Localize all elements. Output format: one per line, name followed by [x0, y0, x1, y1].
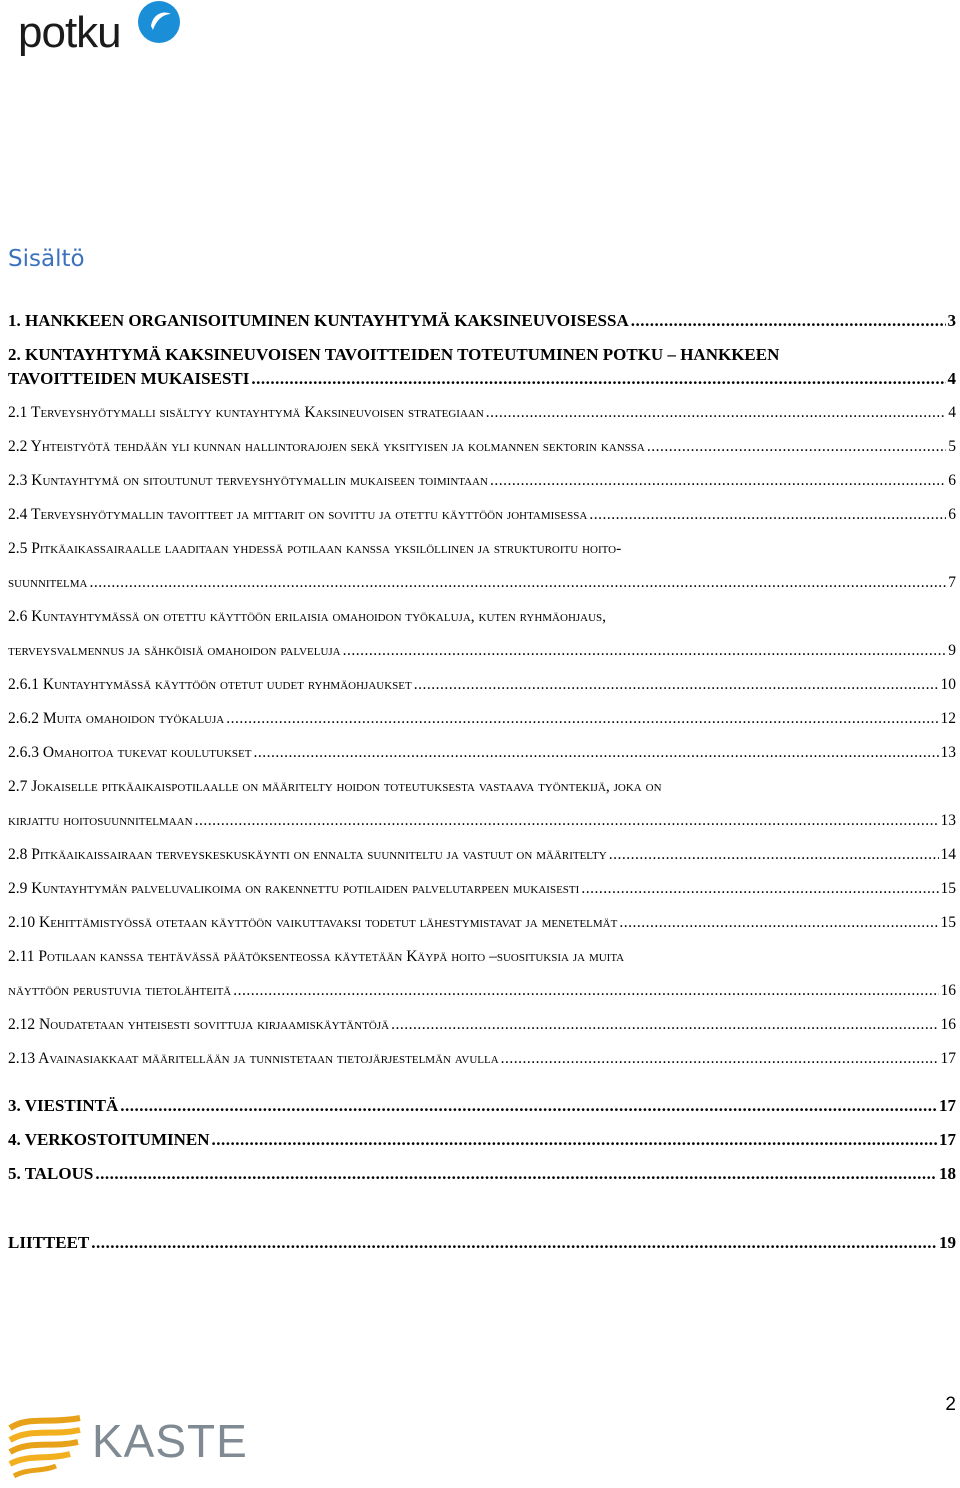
toc-entry-4[interactable] — [8, 1130, 956, 1150]
toc-entry-page: 4 — [948, 404, 956, 421]
toc-entry-title: terveysvalmennus ja sähköisiä omahoidon palveluja — [8, 642, 341, 659]
potku-logo — [18, 0, 178, 64]
toc-entry-2-line1[interactable]: 2. KUNTAYHTYMÄ KAKSINEUVOISEN TAVOITTEIDEN TOTEUTUMINEN POTKU – HANKKEEN — [8, 345, 780, 364]
dot-leader — [490, 471, 946, 491]
toc-entry-page: 9 — [948, 642, 956, 659]
toc-entry-page: 12 — [940, 710, 956, 727]
toc-entry-page: 6 — [948, 506, 956, 523]
toc-entry-2-6-1[interactable] — [8, 675, 956, 695]
toc-entry-page: 13 — [940, 812, 956, 829]
toc-entry-title: 2.1 Terveyshyötymalli sisältyy kuntayhtymä Kaksineuvoisen strategiaan — [8, 404, 484, 421]
toc-entry-title: 1. HANKKEEN ORGANISOITUMINEN KUNTAYHTYMÄ KAKSINEUVOISESSA — [8, 311, 629, 330]
toc-entry-2-10[interactable] — [8, 913, 956, 933]
toc-entry-1[interactable] — [8, 311, 956, 331]
dot-leader — [91, 1233, 937, 1253]
dot-leader — [486, 403, 946, 423]
toc-entry-page: 15 — [940, 914, 956, 931]
toc-entry-2-5[interactable] — [8, 573, 956, 593]
toc-entry-2-8[interactable] — [8, 845, 956, 865]
toc-entry-title: 2.8 Pitkäaikaissairaan terveyskeskuskäynti on ennalta suunniteltu ja vastuut on määritelty — [8, 846, 607, 863]
toc-entry-2-7[interactable] — [8, 811, 956, 831]
dot-leader — [609, 845, 939, 865]
toc-entry-page: 16 — [940, 982, 956, 999]
dot-leader — [581, 879, 938, 899]
toc-entry-title: 2.12 Noudatetaan yhteisesti sovittuja kirjaamiskäytäntöjä — [8, 1016, 390, 1033]
dot-leader — [631, 311, 946, 331]
dot-leader — [251, 369, 945, 389]
toc-entry-2-4[interactable] — [8, 505, 956, 525]
toc-entry-page: 17 — [939, 1130, 956, 1149]
toc-entry-title: LIITTEET — [8, 1233, 90, 1252]
toc-entry-2-3[interactable] — [8, 471, 956, 491]
toc-entry-title: kirjattu hoitosuunnitelmaan — [8, 812, 193, 829]
kaste-logo — [8, 1414, 248, 1482]
toc-entry-page: 19 — [939, 1233, 956, 1252]
toc-entry-page: 7 — [948, 574, 956, 591]
dot-leader — [414, 675, 939, 695]
toc-entry-5[interactable] — [8, 1164, 956, 1184]
dot-leader — [212, 1130, 937, 1150]
potku-logo-text: potku — [18, 8, 121, 57]
toc-entry-page: 18 — [939, 1164, 956, 1183]
toc-entry-title: 2.10 Kehittämistyössä otetaan käyttöön vaikuttavaksi todetut lähestymistavat ja menetelmät — [8, 914, 618, 931]
toc-entry-2-7-line1[interactable]: 2.7 Jokaiselle pitkäaikaispotilaalle on määritelty hoidon toteutuksesta vastaava työntekijä, joka on — [8, 778, 662, 795]
dot-leader — [195, 811, 939, 831]
toc-entry-2-5-line1[interactable]: 2.5 Pitkäaikassairaalle laaditaan yhdessä potilaan kanssa yksilöllinen ja strukturoitu hoito- — [8, 540, 622, 557]
toc-entry-page: 4 — [947, 369, 956, 388]
toc-entry-2-11-line1[interactable]: 2.11 Potilaan kanssa tehtävässä päätöksenteossa käytetään Käypä hoito –suosituksia ja muita — [8, 948, 625, 965]
toc-entry-page: 17 — [939, 1096, 956, 1115]
toc-entry-title: 2.4 Terveyshyötymallin tavoitteet ja mittarit on sovittu ja otettu käyttöön johtamisessa — [8, 506, 588, 523]
toc-entry-title: suunnitelma — [8, 574, 88, 591]
dot-leader — [226, 709, 938, 729]
toc-entry-3[interactable] — [8, 1096, 956, 1116]
toc-entry-title: TAVOITTEIDEN MUKAISESTI — [8, 369, 250, 388]
toc-entry-2[interactable] — [8, 369, 956, 389]
potku-drop-icon — [123, 0, 185, 48]
toc-entry-page: 5 — [948, 438, 956, 455]
toc-entry-title: 2.6.2 Muita omahoidon työkaluja — [8, 710, 225, 727]
kaste-wave-icon — [8, 1414, 88, 1482]
toc-entry-title: 2.3 Kuntayhtymä on sitoutunut terveyshyötymallin mukaiseen toimintaan — [8, 472, 488, 489]
dot-leader — [589, 505, 946, 525]
dot-leader — [501, 1049, 939, 1069]
dot-leader — [89, 573, 946, 593]
page-number: 2 — [945, 1394, 956, 1415]
toc-entry-title: 2.6.3 Omahoitoa tukevat koulutukset — [8, 744, 252, 761]
dot-leader — [619, 913, 938, 933]
toc-entry-page: 15 — [940, 880, 956, 897]
toc-entry-title: 2.13 Avainasiakkaat määritellään ja tunnistetaan tietojärjestelmän avulla — [8, 1050, 499, 1067]
toc-heading: Sisältö — [8, 246, 85, 272]
toc-entry-title: 3. VIESTINTÄ — [8, 1096, 119, 1115]
toc-entry-page: 17 — [940, 1050, 956, 1067]
toc-entry-page: 10 — [940, 676, 956, 693]
toc-entry-2-6-3[interactable] — [8, 743, 956, 763]
toc-entry-2-6[interactable] — [8, 641, 956, 661]
dot-leader — [233, 981, 938, 1001]
toc-entry-title: 2.9 Kuntayhtymän palveluvalikoima on rakennettu potilaiden palvelutarpeen mukaisesti — [8, 880, 580, 897]
toc-entry-title: 2.6.1 Kuntayhtymässä käyttöön otetut uudet ryhmäohjaukset — [8, 676, 412, 693]
toc-entry-title: 4. VERKOSTOITUMINEN — [8, 1130, 210, 1149]
toc-entry-2-12[interactable] — [8, 1015, 956, 1035]
dot-leader — [95, 1164, 937, 1184]
toc-entry-2-1[interactable] — [8, 403, 956, 423]
dot-leader — [647, 437, 946, 457]
toc-entry-page: 6 — [948, 472, 956, 489]
toc-entry-2-6-2[interactable] — [8, 709, 956, 729]
toc-entry-2-2[interactable] — [8, 437, 956, 457]
toc-entry-2-13[interactable] — [8, 1049, 956, 1069]
toc-entry-page: 14 — [940, 846, 956, 863]
toc-entry-title: 2.2 Yhteistyötä tehdään yli kunnan hallintorajojen sekä yksityisen ja kolmannen sektorin kanssa — [8, 438, 645, 455]
dot-leader — [343, 641, 947, 661]
toc-entry-2-9[interactable] — [8, 879, 956, 899]
kaste-logo-text: KASTE — [92, 1415, 248, 1467]
toc-entry-2-6-line1[interactable]: 2.6 Kuntayhtymässä on otettu käyttöön erilaisia omahoidon työkaluja, kuten ryhmäohjaus, — [8, 608, 607, 625]
toc-entry-page: 13 — [940, 744, 956, 761]
dot-leader — [120, 1096, 937, 1116]
dot-leader — [391, 1015, 938, 1035]
toc-entry-page: 3 — [947, 311, 956, 330]
toc-entry-page: 16 — [940, 1016, 956, 1033]
toc-entry-2-11[interactable] — [8, 981, 956, 1001]
dot-leader — [253, 743, 938, 763]
toc-entry-title: 5. TALOUS — [8, 1164, 94, 1183]
toc-entry-title: näyttöön perustuvia tietolähteitä — [8, 982, 232, 999]
toc-entry-liitteet[interactable] — [8, 1233, 956, 1253]
